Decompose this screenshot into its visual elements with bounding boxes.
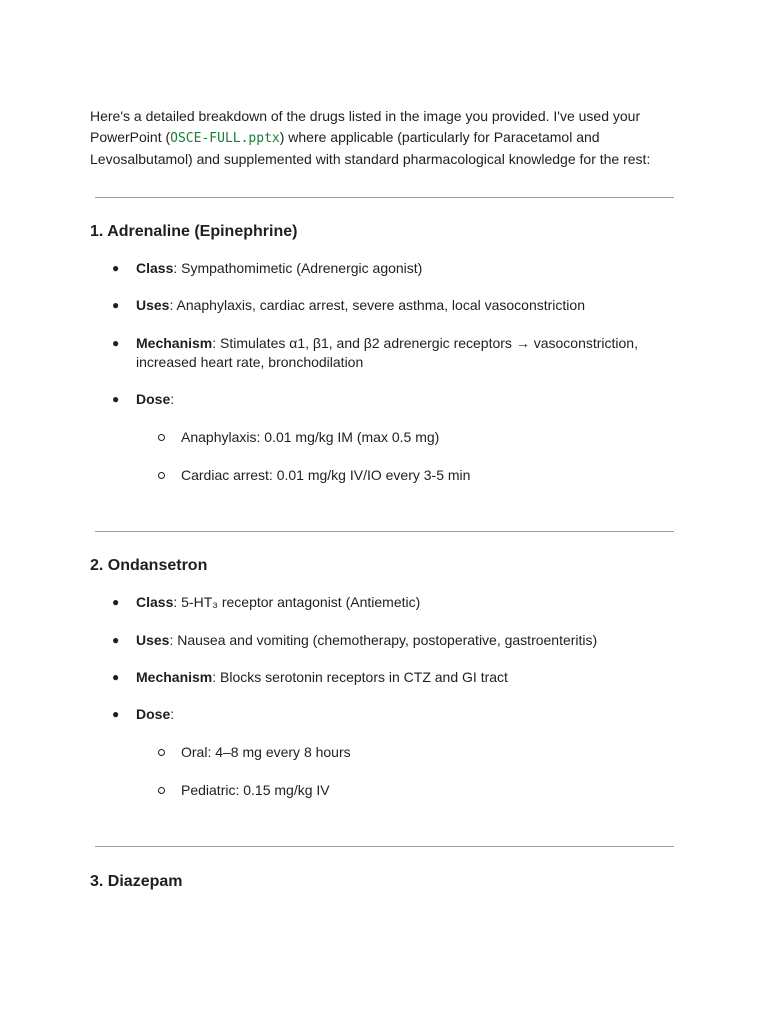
dose-list-ondansetron <box>90 743 680 800</box>
bullet-icon: ● <box>112 260 120 275</box>
property-label: Mechanism <box>136 334 213 351</box>
list-item <box>90 259 680 278</box>
bullet-icon: ● <box>112 335 120 350</box>
section-divider <box>95 531 674 532</box>
list-item <box>90 668 680 687</box>
list-item <box>90 296 680 315</box>
property-label: Mechanism <box>136 668 213 685</box>
drug-title-adrenaline: 1. Adrenaline (Epinephrine) <box>90 222 298 240</box>
property-value: : Anaphylaxis, cardiac arrest, severe asthma, local vasoconstriction <box>169 296 585 313</box>
bullet-icon: ● <box>112 706 120 721</box>
property-value: : <box>170 390 175 407</box>
property-value: : Stimulates α1, β1, and β2 adrenergic receptors → vasoconstriction, increased heart rate, bronchodilation <box>136 334 638 370</box>
intro-text-after: ) where applicable (particularly for Paracetamol and Levosalbutamol) and supplemented with standard pharmacological knowledge for the rest: <box>90 128 651 167</box>
dose-list-adrenaline <box>90 428 680 485</box>
list-item <box>90 705 680 724</box>
property-label: Uses <box>136 631 170 648</box>
dose-text: Oral: 4–8 mg every 8 hours <box>181 743 351 760</box>
property-value: : <box>170 705 175 722</box>
bullet-icon: ● <box>112 391 120 406</box>
property-value: : Nausea and vomiting (chemotherapy, postoperative, gastroenteritis) <box>169 631 598 648</box>
circle-bullet-icon <box>158 787 165 794</box>
bullet-icon: ● <box>112 594 120 609</box>
circle-bullet-icon <box>158 434 165 441</box>
drug-properties-ondansetron <box>90 593 680 724</box>
circle-bullet-icon <box>158 749 165 756</box>
dose-text: Anaphylaxis: 0.01 mg/kg IM (max 0.5 mg) <box>181 428 440 445</box>
property-label: Class <box>136 259 174 276</box>
drug-title-ondansetron: 2. Ondansetron <box>90 556 208 574</box>
intro-paragraph <box>90 106 680 170</box>
bullet-icon: ● <box>112 669 120 684</box>
bullet-icon: ● <box>112 297 120 312</box>
property-label: Dose <box>136 390 171 407</box>
dose-text: Cardiac arrest: 0.01 mg/kg IV/IO every 3-5 min <box>181 466 471 483</box>
dose-item <box>90 466 680 485</box>
list-item <box>90 631 680 650</box>
dose-item <box>90 743 680 762</box>
property-label: Class <box>136 593 174 610</box>
property-label: Uses <box>136 296 170 313</box>
section-divider <box>95 846 674 847</box>
property-value: : Blocks serotonin receptors in CTZ and GI tract <box>212 668 508 685</box>
drug-properties-adrenaline <box>90 259 680 409</box>
circle-bullet-icon <box>158 472 165 479</box>
drug-title-diazepam: 3. Diazepam <box>90 872 183 890</box>
list-item <box>90 390 680 409</box>
dose-item <box>90 781 680 800</box>
section-divider <box>95 197 674 198</box>
dose-text: Pediatric: 0.15 mg/kg IV <box>181 781 330 798</box>
dose-item <box>90 428 680 447</box>
property-label: Dose <box>136 705 171 722</box>
list-item <box>90 593 680 612</box>
bullet-icon: ● <box>112 632 120 647</box>
list-item <box>90 334 680 372</box>
intro-text-before: Here's a detailed breakdown of the drugs listed in the image you provided. I've used your PowerPoint ( <box>90 108 641 145</box>
file-name-code: OSCE-FULL.pptx <box>170 130 280 146</box>
document-page <box>90 106 680 892</box>
property-value: : Sympathomimetic (Adrenergic agonist) <box>173 259 423 276</box>
property-value: : 5-HT₃ receptor antagonist (Antiemetic) <box>173 593 421 610</box>
